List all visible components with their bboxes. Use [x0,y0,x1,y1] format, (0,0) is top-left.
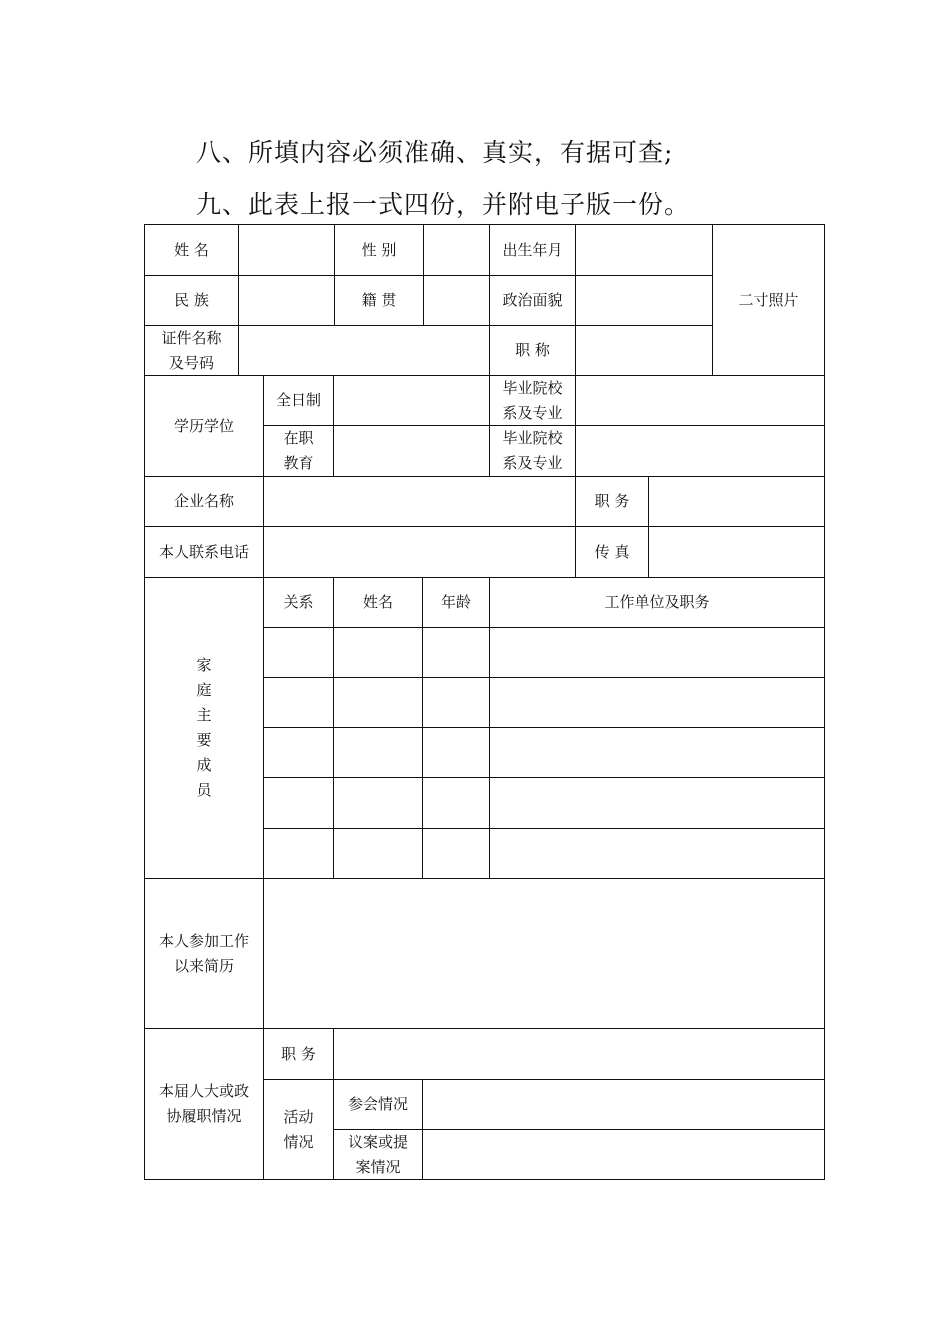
title-field[interactable] [576,326,713,376]
photo-box[interactable]: 二寸照片 [713,225,825,376]
family-header-relation: 关系 [264,578,334,628]
label-resume [145,879,264,1029]
label-gender: 性 别 [335,225,424,276]
name-field[interactable] [239,225,335,276]
family-char: 成 [196,756,212,774]
label-company: 企业名称 [145,477,264,527]
label-duty-line2: 协履职情况 [166,1107,242,1125]
family-age-field[interactable] [423,678,490,728]
label-id-line1: 证件名称 [161,328,222,347]
label-resume-line1: 本人参加工作 [158,931,249,950]
instruction-item-8: 八、所填内容必须准确、真实，有据可查; [196,138,674,167]
label-fulltime: 全日制 [264,376,334,426]
family-name-field[interactable] [334,678,423,728]
family-age-field[interactable] [423,628,490,678]
family-name-field[interactable] [334,728,423,778]
phone-field[interactable] [264,527,576,578]
label-school-line2: 系及专业 [502,454,563,472]
family-header-age: 年龄 [423,578,490,628]
label-title: 职 称 [490,326,576,376]
label-id [145,326,239,376]
ethnicity-field[interactable] [239,276,335,326]
company-field[interactable] [264,477,576,527]
label-duty-position: 职 务 [264,1029,334,1080]
label-proposal [334,1130,423,1180]
label-proposal-line2: 案情况 [355,1157,401,1176]
position-field[interactable] [649,477,825,527]
family-char: 员 [196,781,212,799]
label-inservice-line2: 教育 [283,454,314,472]
family-relation-field[interactable] [264,728,334,778]
label-political-status: 政治面貌 [490,276,576,326]
label-resume-line2: 以来简历 [173,956,234,975]
family-age-field[interactable] [423,728,490,778]
resume-field[interactable] [264,879,825,1029]
label-id-line2: 及号码 [168,353,214,372]
family-char: 家 [196,656,212,674]
meeting-field[interactable] [423,1080,825,1130]
birth-field[interactable] [576,225,713,276]
school-inservice-field[interactable] [576,426,825,477]
family-header-name: 姓名 [334,578,423,628]
label-native-place: 籍 贯 [335,276,424,326]
family-relation-field[interactable] [264,778,334,829]
fax-field[interactable] [649,527,825,578]
family-header-work: 工作单位及职务 [490,578,825,628]
family-name-field[interactable] [334,778,423,829]
label-activity [264,1080,334,1180]
family-work-field[interactable] [490,628,825,678]
family-relation-field[interactable] [264,628,334,678]
family-char: 庭 [196,681,212,699]
label-phone: 本人联系电话 [145,527,264,578]
family-name-field[interactable] [334,829,423,879]
label-meeting: 参会情况 [334,1080,423,1130]
family-work-field[interactable] [490,728,825,778]
family-relation-field[interactable] [264,678,334,728]
family-char: 要 [196,731,212,749]
family-char: 主 [196,706,212,724]
family-name-field[interactable] [334,628,423,678]
family-work-field[interactable] [490,678,825,728]
political-status-field[interactable] [576,276,713,326]
registration-form [144,224,825,1180]
label-proposal-line1: 议案或提 [347,1132,408,1151]
label-position: 职 务 [576,477,649,527]
label-activity-line2: 情况 [283,1132,314,1151]
label-ethnicity: 民 族 [145,276,239,326]
label-inservice-line1: 在职 [283,429,314,447]
label-activity-line1: 活动 [283,1107,314,1126]
school-fulltime-field[interactable] [576,376,825,426]
family-age-field[interactable] [423,829,490,879]
label-school-fulltime [490,376,576,426]
label-school-line2: 系及专业 [502,403,563,422]
family-work-field[interactable] [490,778,825,829]
id-field[interactable] [239,326,490,376]
label-duty-line1: 本届人大或政 [158,1082,249,1100]
label-fax: 传 真 [576,527,649,578]
label-school-line1: 毕业院校 [502,429,563,447]
native-place-field[interactable] [424,276,490,326]
family-age-field[interactable] [423,778,490,829]
label-name: 姓 名 [145,225,239,276]
family-relation-field[interactable] [264,829,334,879]
duty-position-field[interactable] [334,1029,825,1080]
label-family [145,578,264,879]
label-inservice [264,426,334,477]
instruction-item-9: 九、此表上报一式四份，并附电子版一份。 [196,190,691,219]
label-birth: 出生年月 [490,225,576,276]
label-education: 学历学位 [145,376,264,477]
fulltime-field[interactable] [334,376,490,426]
label-school-inservice [490,426,576,477]
proposal-field[interactable] [423,1130,825,1180]
label-duty [145,1029,264,1180]
inservice-field[interactable] [334,426,490,477]
family-work-field[interactable] [490,829,825,879]
label-school-line1: 毕业院校 [502,378,563,397]
gender-field[interactable] [424,225,490,276]
